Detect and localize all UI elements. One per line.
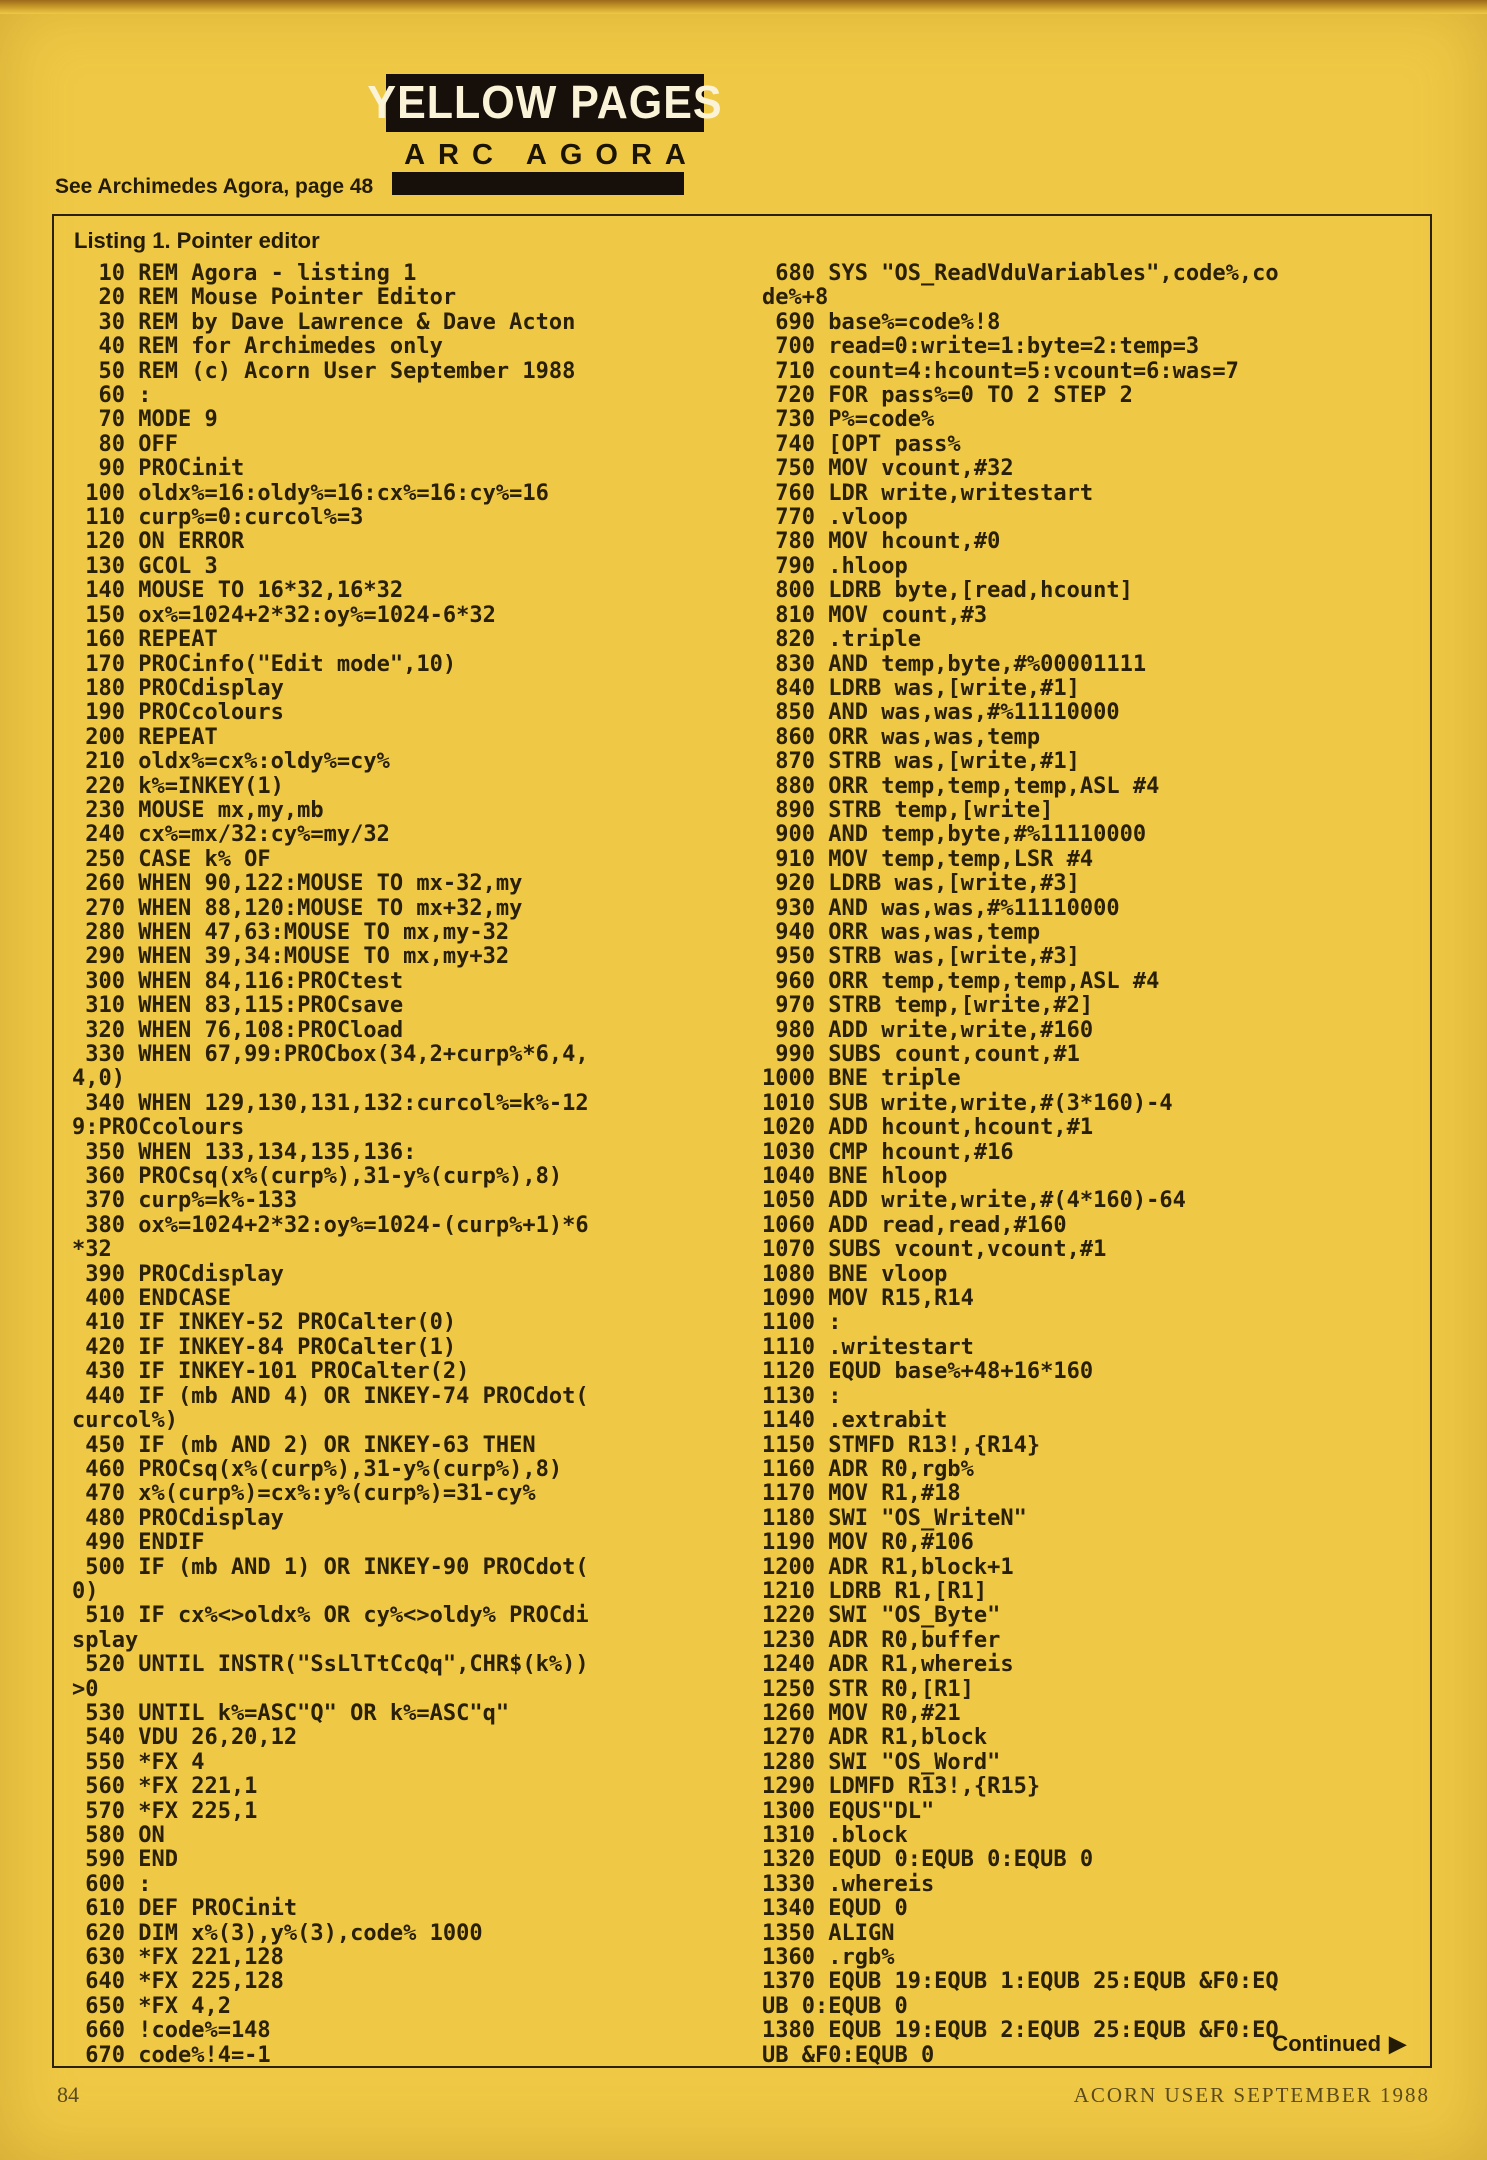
code-line: 250 CASE k% OF — [72, 846, 271, 872]
code-line: 570 *FX 225,1 — [72, 1798, 258, 1824]
code-line: 1260 MOV R0,#21 — [762, 1700, 961, 1726]
code-line: UB 0:EQUB 0 — [762, 1993, 908, 2019]
code-line: 1140 .extrabit — [762, 1408, 948, 1434]
code-line: 670 code%!4=-1 — [72, 2042, 271, 2068]
code-line: 390 PROCdisplay — [72, 1261, 284, 1287]
code-line: 1370 EQUB 19:EQUB 1:EQUB 25:EQUB &F0:EQ — [762, 1969, 1279, 1995]
arc-agora-title: ARC AGORA — [404, 139, 699, 171]
code-line: 1070 SUBS vcount,vcount,#1 — [762, 1237, 1107, 1263]
code-line: 1360 .rgb% — [762, 1945, 895, 1971]
code-line: 60 : — [72, 383, 152, 409]
code-line: 730 P%=code% — [762, 407, 935, 433]
code-line: 770 .vloop — [762, 505, 908, 531]
code-line: 320 WHEN 76,108:PROCload — [72, 1017, 404, 1043]
code-line: 430 IF INKEY-101 PROCalter(2) — [72, 1359, 470, 1385]
code-line: 840 LDRB was,[write,#1] — [762, 675, 1080, 701]
code-line: 540 VDU 26,20,12 — [72, 1725, 298, 1751]
code-line: 340 WHEN 129,130,131,132:curcol%=k%-12 — [72, 1090, 589, 1116]
code-line: 1180 SWI "OS_WriteN" — [762, 1505, 1027, 1531]
code-line: 9:PROCcolours — [72, 1115, 245, 1141]
code-line: 1350 ALIGN — [762, 1920, 895, 1946]
code-line: 290 WHEN 39,34:MOUSE TO mx,my+32 — [72, 944, 510, 970]
code-line: 870 STRB was,[write,#1] — [762, 749, 1080, 775]
code-line: 490 ENDIF — [72, 1530, 205, 1556]
code-line: 1130 : — [762, 1383, 842, 1409]
code-line: 720 FOR pass%=0 TO 2 STEP 2 — [762, 383, 1133, 409]
code-line: 1380 EQUB 19:EQUB 2:EQUB 25:EQUB &F0:EQ — [762, 2018, 1279, 2044]
code-line: 1200 ADR R1,block+1 — [762, 1554, 1014, 1580]
code-line: 420 IF INKEY-84 PROCalter(1) — [72, 1334, 457, 1360]
code-line: 1170 MOV R1,#18 — [762, 1481, 961, 1507]
code-line: 580 ON — [72, 1823, 165, 1848]
code-line: 1340 EQUD 0 — [762, 1896, 908, 1922]
code-line: 1000 BNE triple — [762, 1066, 961, 1092]
code-line: 630 *FX 221,128 — [72, 1945, 284, 1971]
code-line: 90 PROCinit — [72, 456, 245, 482]
code-line: *32 — [72, 1237, 112, 1263]
code-line: 790 .hloop — [762, 553, 908, 579]
code-line: 750 MOV vcount,#32 — [762, 456, 1014, 482]
code-line: 120 ON ERROR — [72, 529, 245, 555]
code-line: 890 STRB temp,[write] — [762, 797, 1054, 823]
code-line: 300 WHEN 84,116:PROCtest — [72, 968, 404, 994]
code-line: 310 WHEN 83,115:PROCsave — [72, 993, 404, 1019]
code-line: 1310 .block — [762, 1823, 908, 1848]
code-line: 620 DIM x%(3),y%(3),code% 1000 — [72, 1920, 483, 1946]
code-line: 0) — [72, 1578, 99, 1604]
code-line: 380 ox%=1024+2*32:oy%=1024-(curp%+1)*6 — [72, 1212, 589, 1238]
code-line: 600 : — [72, 1871, 152, 1897]
code-line: 40 REM for Archimedes only — [72, 334, 443, 360]
code-line: 1030 CMP hcount,#16 — [762, 1139, 1014, 1165]
code-line: 460 PROCsq(x%(curp%),31-y%(curp%),8) — [72, 1456, 563, 1482]
code-line: 690 base%=code%!8 — [762, 309, 1001, 335]
code-line: 1280 SWI "OS_Word" — [762, 1749, 1001, 1775]
code-line: 780 MOV hcount,#0 — [762, 529, 1001, 555]
code-line: 10 REM Agora - listing 1 — [72, 261, 417, 286]
yellow-pages-banner-text: YELLOW PAGES — [367, 76, 723, 129]
code-line: 1100 : — [762, 1310, 842, 1336]
code-line: 520 UNTIL INSTR("SsLlTtCcQq",CHR$(k%)) — [72, 1652, 589, 1678]
code-line: 30 REM by Dave Lawrence & Dave Acton — [72, 309, 576, 335]
see-reference-note: See Archimedes Agora, page 48 — [55, 175, 374, 198]
code-line: 1050 ADD write,write,#(4*160)-64 — [762, 1188, 1186, 1214]
code-column-left — [72, 262, 722, 2068]
code-line: 190 PROCcolours — [72, 700, 284, 726]
code-line: 900 AND temp,byte,#%11110000 — [762, 822, 1147, 848]
code-line: 550 *FX 4 — [72, 1749, 205, 1775]
code-line: >0 — [72, 1676, 99, 1702]
yellow-pages-banner — [367, 74, 723, 132]
code-line: 1010 SUB write,write,#(3*160)-4 — [762, 1090, 1173, 1116]
code-line: 510 IF cx%<>oldx% OR cy%<>oldy% PROCdi — [72, 1603, 589, 1629]
continued-label: Continued — [1272, 2031, 1382, 2056]
code-line: 980 ADD write,write,#160 — [762, 1017, 1094, 1043]
magazine-footer: ACORN USER SEPTEMBER 1988 — [1073, 2083, 1430, 2107]
code-line: 130 GCOL 3 — [72, 553, 218, 579]
code-line: 530 UNTIL k%=ASC"Q" OR k%=ASC"q" — [72, 1700, 510, 1726]
code-line: 950 STRB was,[write,#3] — [762, 944, 1080, 970]
code-line: 960 ORR temp,temp,temp,ASL #4 — [762, 968, 1160, 994]
code-line: 1160 ADR R0,rgb% — [762, 1456, 974, 1482]
continued-marker — [1272, 2031, 1406, 2057]
code-line: 100 oldx%=16:oldy%=16:cx%=16:cy%=16 — [72, 480, 549, 506]
code-line: 370 curp%=k%-133 — [72, 1188, 298, 1214]
code-line: 270 WHEN 88,120:MOUSE TO mx+32,my — [72, 895, 523, 921]
code-line: 970 STRB temp,[write,#2] — [762, 993, 1094, 1019]
code-line: 640 *FX 225,128 — [72, 1969, 284, 1995]
code-line: 560 *FX 221,1 — [72, 1774, 258, 1800]
code-line: 1250 STR R0,[R1] — [762, 1676, 974, 1702]
code-line: 470 x%(curp%)=cx%:y%(curp%)=31-cy% — [72, 1481, 536, 1507]
code-line: curcol%) — [72, 1408, 178, 1434]
code-line: 1150 STMFD R13!,{R14} — [762, 1432, 1041, 1458]
code-line: 590 END — [72, 1847, 178, 1873]
code-line: 150 ox%=1024+2*32:oy%=1024-6*32 — [72, 602, 496, 628]
code-line: 260 WHEN 90,122:MOUSE TO mx-32,my — [72, 871, 523, 897]
code-line: 820 .triple — [762, 627, 921, 653]
code-line: 800 LDRB byte,[read,hcount] — [762, 578, 1133, 604]
code-line: 400 ENDCASE — [72, 1286, 231, 1312]
continued-arrow-icon: ▶ — [1389, 2031, 1406, 2056]
code-line: 1020 ADD hcount,hcount,#1 — [762, 1115, 1094, 1141]
code-line: 360 PROCsq(x%(curp%),31-y%(curp%),8) — [72, 1164, 563, 1190]
code-line: 680 SYS "OS_ReadVduVariables",code%,co — [762, 261, 1279, 286]
code-line: 810 MOV count,#3 — [762, 602, 988, 628]
code-column-right — [762, 262, 1412, 2068]
code-line: 440 IF (mb AND 4) OR INKEY-74 PROCdot( — [72, 1383, 589, 1409]
code-line: 110 curp%=0:curcol%=3 — [72, 505, 364, 531]
code-columns — [72, 262, 1412, 2068]
code-line: 330 WHEN 67,99:PROCbox(34,2+curp%*6,4, — [72, 1042, 589, 1067]
code-line: 860 ORR was,was,temp — [762, 724, 1041, 750]
code-line: 610 DEF PROCinit — [72, 1896, 298, 1922]
code-line: 160 REPEAT — [72, 627, 218, 653]
code-line: 1190 MOV R0,#106 — [762, 1530, 974, 1556]
code-line: 200 REPEAT — [72, 724, 218, 750]
code-line: 660 !code%=148 — [72, 2018, 271, 2044]
code-line: 1040 BNE hloop — [762, 1164, 948, 1190]
code-line: 1120 EQUD base%+48+16*160 — [762, 1359, 1094, 1385]
code-line: UB &F0:EQUB 0 — [762, 2042, 935, 2068]
code-line: 220 k%=INKEY(1) — [72, 773, 284, 799]
code-line: 1210 LDRB R1,[R1] — [762, 1578, 988, 1604]
code-line: 760 LDR write,writestart — [762, 480, 1094, 506]
scan-top-edge — [0, 0, 1487, 14]
code-line: 920 LDRB was,[write,#3] — [762, 871, 1080, 897]
page-number: 84 — [57, 2082, 79, 2107]
listing-box — [52, 214, 1432, 2068]
code-line: 140 MOUSE TO 16*32,16*32 — [72, 578, 404, 604]
code-line: 410 IF INKEY-52 PROCalter(0) — [72, 1310, 457, 1336]
code-line: 170 PROCinfo("Edit mode",10) — [72, 651, 457, 677]
code-line: 940 ORR was,was,temp — [762, 919, 1041, 945]
code-line: 1300 EQUS"DL" — [762, 1798, 935, 1824]
code-line: 180 PROCdisplay — [72, 675, 284, 701]
code-line: 480 PROCdisplay — [72, 1505, 284, 1531]
code-line: 350 WHEN 133,134,135,136: — [72, 1139, 417, 1165]
code-line: 990 SUBS count,count,#1 — [762, 1042, 1080, 1067]
code-line: 1060 ADD read,read,#160 — [762, 1212, 1067, 1238]
code-line: 880 ORR temp,temp,temp,ASL #4 — [762, 773, 1160, 799]
code-line: 50 REM (c) Acorn User September 1988 — [72, 358, 576, 384]
code-line: splay — [72, 1627, 139, 1653]
code-line: 650 *FX 4,2 — [72, 1993, 231, 2019]
code-line: 240 cx%=mx/32:cy%=my/32 — [72, 822, 390, 848]
code-line: 1270 ADR R1,block — [762, 1725, 988, 1751]
code-line: 710 count=4:hcount=5:vcount=6:was=7 — [762, 358, 1239, 384]
code-line: 1230 ADR R0,buffer — [762, 1627, 1001, 1653]
code-line: 1080 BNE vloop — [762, 1261, 948, 1287]
code-line: 210 oldx%=cx%:oldy%=cy% — [72, 749, 390, 775]
code-line: 450 IF (mb AND 2) OR INKEY-63 THEN — [72, 1432, 536, 1458]
code-line: 1290 LDMFD R13!,{R15} — [762, 1774, 1041, 1800]
code-line: 1110 .writestart — [762, 1334, 974, 1360]
listing-title: Listing 1. Pointer editor — [74, 228, 320, 253]
code-line: 1240 ADR R1,whereis — [762, 1652, 1014, 1678]
code-line: 910 MOV temp,temp,LSR #4 — [762, 846, 1094, 872]
code-line: 80 OFF — [72, 431, 178, 457]
code-line: 20 REM Mouse Pointer Editor — [72, 285, 457, 311]
code-line: 830 AND temp,byte,#%00001111 — [762, 651, 1147, 677]
code-line: 700 read=0:write=1:byte=2:temp=3 — [762, 334, 1200, 360]
code-line: de%+8 — [762, 285, 829, 311]
code-line: 1220 SWI "OS_Byte" — [762, 1603, 1001, 1629]
code-line: 4,0) — [72, 1066, 125, 1092]
code-line: 930 AND was,was,#%11110000 — [762, 895, 1120, 921]
code-line: 1330 .whereis — [762, 1871, 935, 1897]
code-line: 70 MODE 9 — [72, 407, 218, 433]
code-line: 500 IF (mb AND 1) OR INKEY-90 PROCdot( — [72, 1554, 589, 1580]
header-rule-bar — [392, 172, 684, 195]
code-line: 280 WHEN 47,63:MOUSE TO mx,my-32 — [72, 919, 510, 945]
code-line: 850 AND was,was,#%11110000 — [762, 700, 1120, 726]
code-line: 230 MOUSE mx,my,mb — [72, 797, 324, 823]
code-line: 740 [OPT pass% — [762, 431, 961, 457]
code-line: 1090 MOV R15,R14 — [762, 1286, 974, 1312]
code-line: 1320 EQUD 0:EQUB 0:EQUB 0 — [762, 1847, 1094, 1873]
